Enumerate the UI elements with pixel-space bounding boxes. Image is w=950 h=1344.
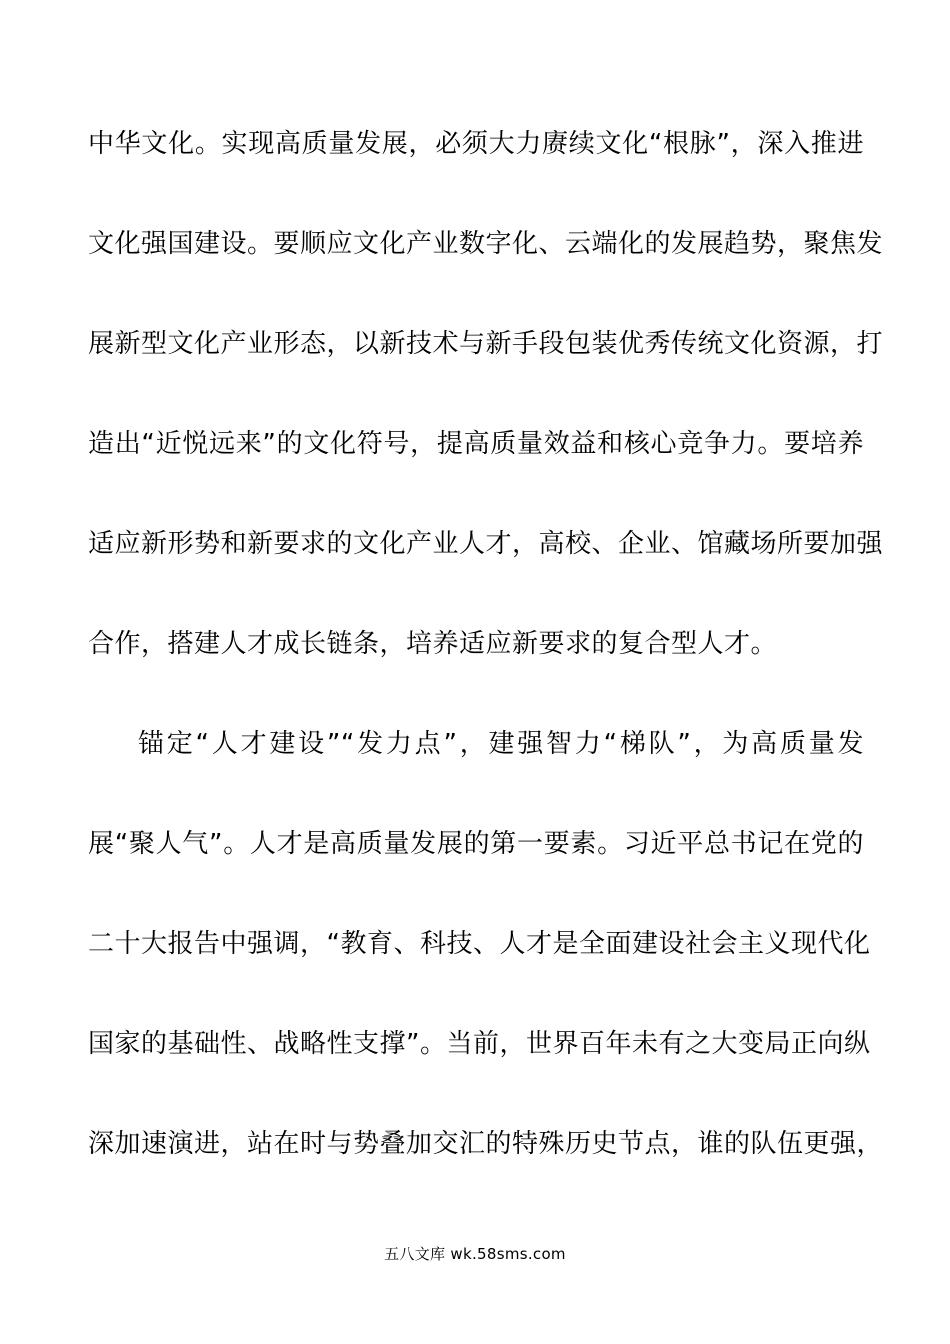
text-line: 中华文化。实现高质量发展，必须大力赓续文化“根脉”，深入推进	[88, 129, 864, 159]
footer-watermark: 五八文库 wk.58sms.com	[384, 1245, 566, 1263]
text-line: 国家的基础性、战略性支撑”。当前，世界百年未有之大变局正向纵	[88, 1029, 871, 1059]
text-line: 适应新形势和新要求的文化产业人才，高校、企业、馆藏场所要加强	[88, 529, 884, 559]
text-line: 合作，搭建人才成长链条，培养适应新要求的复合型人才。	[88, 629, 778, 659]
text-line: 造出“近悦远来”的文化符号，提高质量效益和核心竞争力。要培养	[88, 429, 864, 459]
text-line: 文化强国建设。要顺应文化产业数字化、云端化的发展趋势，聚焦发	[88, 229, 884, 259]
text-line: 锚定“人才建设”“发力点”，建强智力“梯队”，为高质量发	[138, 729, 864, 759]
text-line: 展“聚人气”。人才是高质量发展的第一要素。习近平总书记在党的	[88, 829, 864, 859]
text-line: 展新型文化产业形态，以新技术与新手段包装优秀传统文化资源，打	[88, 329, 884, 359]
text-line: 二十大报告中强调，“教育、科技、人才是全面建设社会主义现代化	[88, 929, 871, 959]
text-line: 深加速演进，站在时与势叠加交汇的特殊历史节点，谁的队伍更强，	[88, 1129, 884, 1159]
